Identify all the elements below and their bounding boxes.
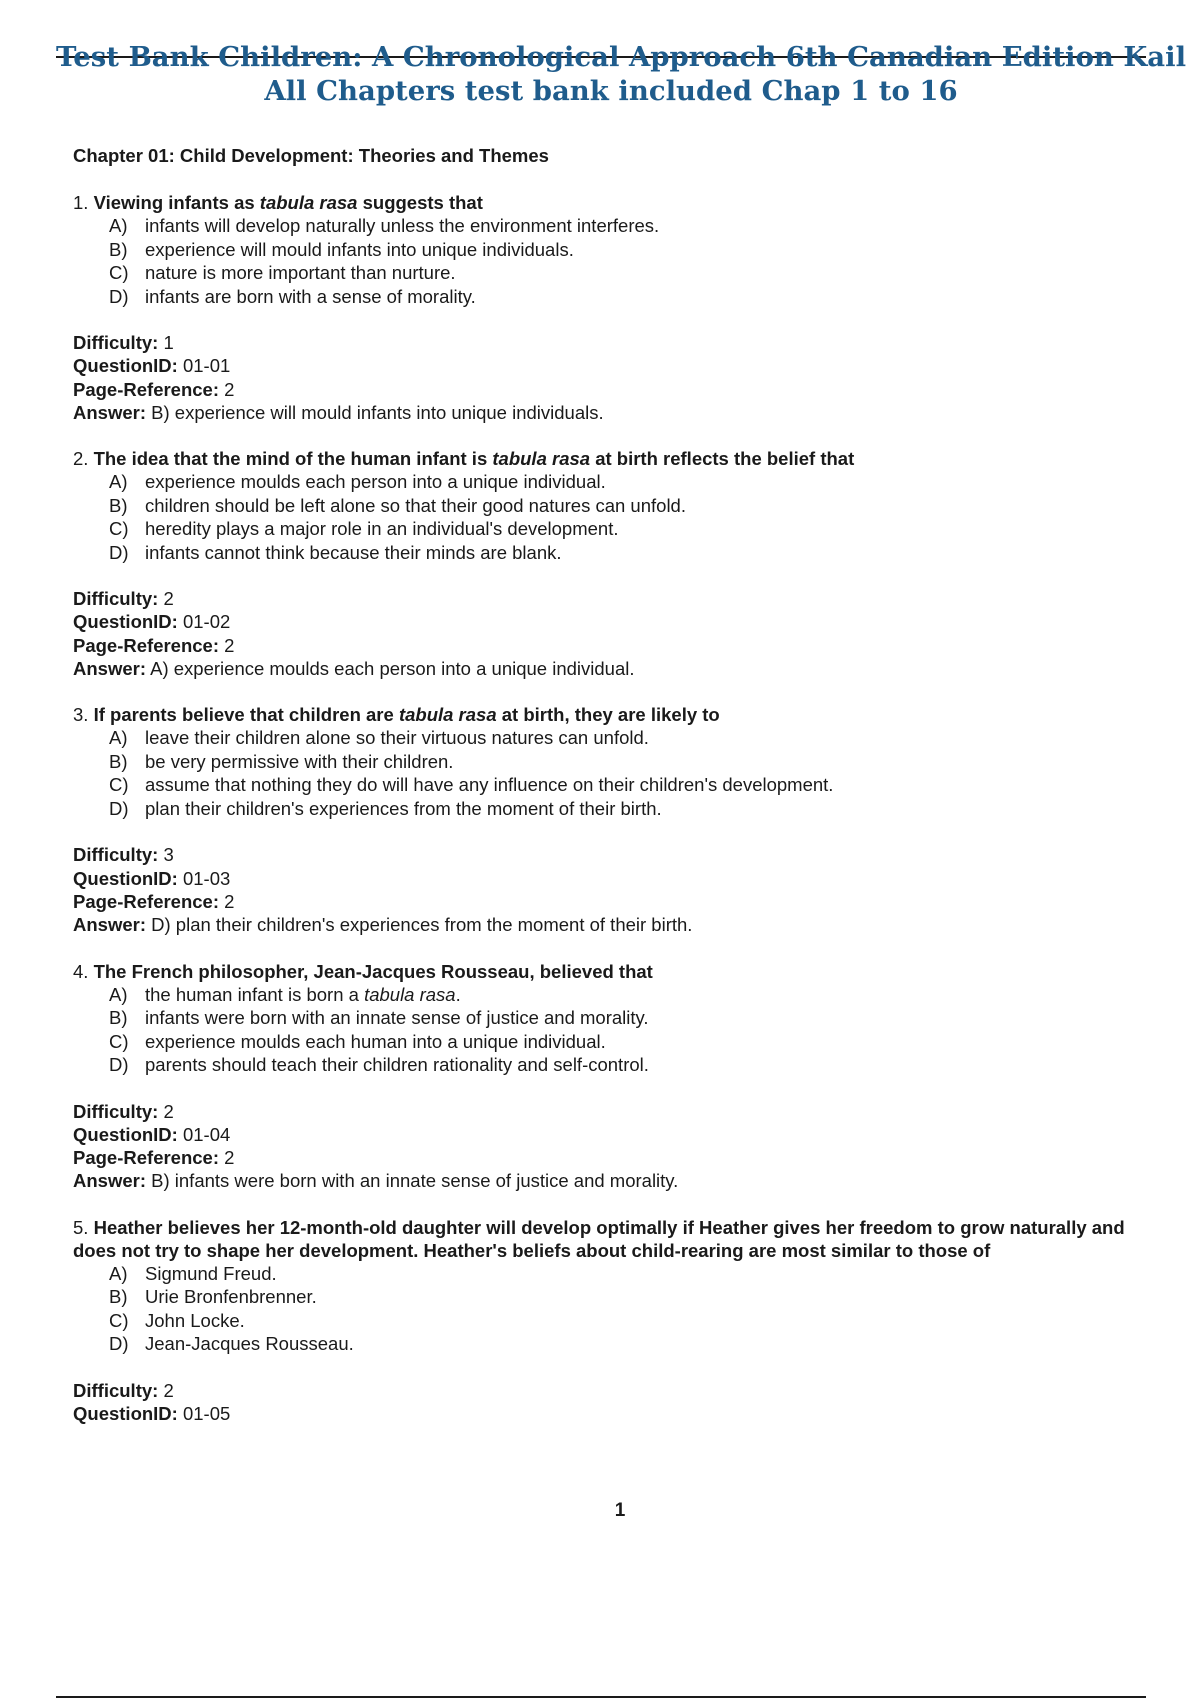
answer-value: A) experience moulds each person into a unique individual. (150, 658, 635, 680)
question-stem-text: Heather believes her 12-month-old daughter will develop optimally if Heather gives her freedom to grow naturally and does not try to shape her development. Heather's beliefs about child-rearing are most similar to those of (73, 1216, 1125, 1261)
answer-row (73, 913, 1153, 936)
page-reference-row (73, 890, 1153, 913)
option-c (109, 773, 1153, 797)
option-d (109, 285, 1153, 309)
answer-label: Answer: (73, 914, 146, 936)
question-number: 5. (73, 1216, 89, 1238)
question-4 (73, 960, 1153, 1193)
option-text: assume that nothing they do will have any influence on their children's development. (145, 774, 834, 796)
question-id-value: 01-01 (182, 355, 231, 377)
question-stem-italic: tabula rasa (492, 448, 591, 470)
page-reference-value: 2 (224, 378, 235, 400)
option-text: infants cannot think because their minds are blank. (145, 541, 562, 563)
option-text: infants will develop naturally unless the environment interferes. (145, 215, 660, 236)
difficulty-value: 1 (163, 332, 174, 353)
option-letter: C) (109, 518, 129, 540)
difficulty-row (73, 587, 1153, 610)
option-text: John Locke. (145, 1309, 245, 1331)
option-letter: D) (109, 541, 129, 563)
question-meta (73, 1100, 1153, 1193)
question-number: 3. (73, 704, 89, 726)
option-letter: A) (109, 471, 128, 493)
option-letter: D) (109, 1054, 129, 1076)
question-number: 4. (73, 960, 89, 982)
footer-rule (56, 1696, 1146, 1698)
title-line-2: All Chapters test bank included Chap 1 to 16 (264, 75, 958, 107)
page-reference-value: 2 (224, 1147, 235, 1169)
answer-options (109, 983, 1153, 1077)
option-letter: A) (109, 983, 128, 1005)
option-text: heredity plays a major role in an individual's development. (145, 518, 619, 540)
difficulty-value: 3 (163, 844, 174, 866)
page-reference-row (73, 1146, 1153, 1169)
question-meta (73, 1379, 1153, 1426)
answer-options (109, 214, 1153, 308)
difficulty-value: 2 (163, 1100, 174, 1122)
option-letter: C) (109, 262, 129, 283)
option-letter: D) (109, 285, 129, 307)
question-stem-text: The French philosopher, Jean-Jacques Rousseau, believed that (93, 960, 653, 982)
question-id-label: QuestionID: (73, 867, 178, 889)
option-c (109, 261, 1153, 285)
option-letter: C) (109, 1309, 129, 1331)
option-text: children should be left alone so that their good natures can unfold. (145, 494, 686, 516)
question-id-value: 01-03 (182, 867, 231, 889)
question-id-row (73, 1123, 1153, 1146)
option-letter: B) (109, 750, 128, 772)
answer-value: B) infants were born with an innate sense of justice and morality. (151, 1170, 679, 1192)
option-a (109, 726, 1153, 750)
question-stem-text: If parents believe that children are (93, 704, 399, 726)
page-reference-label: Page-Reference: (73, 634, 220, 656)
answer-row (73, 657, 1153, 680)
page-reference-value: 2 (224, 634, 235, 656)
option-b (109, 750, 1153, 774)
option-a (109, 1262, 1153, 1286)
option-text: the human infant is born a (145, 983, 365, 1005)
option-d (109, 797, 1153, 821)
question-id-row (73, 354, 1153, 377)
question-id-value: 01-04 (182, 1123, 231, 1145)
option-d (109, 1332, 1153, 1356)
question-stem (73, 960, 1133, 983)
option-b (109, 1285, 1153, 1309)
option-a (109, 214, 1153, 238)
question-stem-text: The idea that the mind of the human infant is (93, 448, 493, 470)
question-stem-italic: tabula rasa (398, 704, 497, 726)
option-letter: D) (109, 1333, 129, 1355)
option-text: leave their children alone so their virtuous natures can unfold. (145, 727, 649, 749)
option-text: . (455, 983, 461, 1005)
answer-label: Answer: (73, 401, 146, 423)
document-title (56, 40, 1187, 108)
question-id-label: QuestionID: (73, 611, 178, 633)
difficulty-value: 2 (163, 1379, 174, 1401)
option-text: Urie Bronfenbrenner. (145, 1286, 317, 1308)
option-text: infants are born with a sense of morality. (145, 285, 476, 307)
question-stem-text: at birth, they are likely to (496, 704, 720, 726)
title-line-1: Test Bank Children: A Chronological Approach 6th Canadian Edition Kail (56, 41, 1187, 73)
difficulty-label: Difficulty: (73, 332, 159, 353)
page-reference-label: Page-Reference: (73, 378, 220, 400)
answer-value: B) experience will mould infants into unique individuals. (151, 401, 604, 423)
option-b (109, 238, 1153, 262)
option-c (109, 517, 1153, 541)
question-id-label: QuestionID: (73, 1123, 178, 1145)
page-reference-row (73, 378, 1153, 401)
question-meta (73, 587, 1153, 680)
question-meta (73, 331, 1153, 424)
question-number: 1. (73, 192, 89, 213)
option-b (109, 1006, 1153, 1030)
option-text: be very permissive with their children. (145, 750, 454, 772)
option-text: infants were born with an innate sense of justice and morality. (145, 1007, 649, 1029)
answer-row (73, 1169, 1153, 1192)
option-d (109, 1053, 1153, 1077)
difficulty-row (73, 331, 1153, 354)
page-content (73, 144, 1153, 1425)
option-letter: C) (109, 1030, 129, 1052)
difficulty-value: 2 (163, 588, 174, 610)
option-letter: B) (109, 494, 128, 516)
question-stem (73, 1216, 1133, 1262)
option-d (109, 541, 1153, 565)
option-letter: A) (109, 1262, 128, 1284)
option-letter: B) (109, 1286, 128, 1308)
option-letter: D) (109, 797, 129, 819)
difficulty-label: Difficulty: (73, 844, 159, 866)
question-stem (73, 447, 1133, 470)
question-stem-text: suggests that (357, 192, 483, 213)
difficulty-row (73, 1379, 1153, 1402)
answer-label: Answer: (73, 1170, 146, 1192)
question-5 (73, 1216, 1153, 1426)
page-reference-label: Page-Reference: (73, 890, 220, 912)
answer-options (109, 1262, 1153, 1356)
option-text: experience will mould infants into unique individuals. (145, 238, 574, 260)
page-reference-row (73, 634, 1153, 657)
question-3 (73, 703, 1153, 936)
question-id-row (73, 610, 1153, 633)
difficulty-row (73, 843, 1153, 866)
question-id-row (73, 867, 1153, 890)
option-letter: B) (109, 1007, 128, 1029)
question-1 (73, 191, 1153, 424)
option-letter: C) (109, 774, 129, 796)
option-c (109, 1030, 1153, 1054)
question-2 (73, 447, 1153, 680)
page-reference-value: 2 (224, 890, 235, 912)
question-id-row (73, 1402, 1153, 1425)
option-a (109, 983, 1153, 1007)
option-letter: A) (109, 727, 128, 749)
question-stem (73, 703, 1133, 726)
answer-row (73, 401, 1153, 424)
difficulty-row (73, 1100, 1153, 1123)
question-id-label: QuestionID: (73, 1403, 178, 1425)
option-b (109, 494, 1153, 518)
page-reference-label: Page-Reference: (73, 1147, 220, 1169)
option-text: plan their children's experiences from the moment of their birth. (145, 797, 662, 819)
question-meta (73, 843, 1153, 936)
option-text: experience moulds each human into a unique individual. (145, 1030, 606, 1052)
question-number: 2. (73, 448, 89, 470)
question-stem-text: Viewing infants as (93, 192, 260, 213)
page-number: 1 (614, 1500, 626, 1521)
difficulty-label: Difficulty: (73, 1100, 159, 1122)
option-text: parents should teach their children rationality and self-control. (145, 1054, 649, 1076)
option-a (109, 470, 1153, 494)
chapter-heading: Chapter 01: Child Development: Theories and Themes (73, 145, 549, 166)
answer-value: D) plan their children's experiences from the moment of their birth. (151, 914, 693, 936)
question-stem-italic: tabula rasa (259, 192, 358, 213)
question-id-label: QuestionID: (73, 355, 178, 377)
question-stem-text: at birth reflects the belief that (590, 448, 855, 470)
answer-label: Answer: (73, 658, 146, 680)
option-text: Sigmund Freud. (145, 1262, 277, 1284)
option-letter: B) (109, 238, 128, 260)
question-id-value: 01-05 (182, 1403, 231, 1425)
answer-options (109, 726, 1153, 820)
option-text: experience moulds each person into a unique individual. (145, 471, 606, 493)
question-stem (73, 191, 1133, 214)
question-id-value: 01-02 (182, 611, 231, 633)
option-letter: A) (109, 215, 128, 236)
difficulty-label: Difficulty: (73, 1379, 159, 1401)
option-text: Jean-Jacques Rousseau. (145, 1333, 354, 1355)
difficulty-label: Difficulty: (73, 588, 159, 610)
option-c (109, 1309, 1153, 1333)
option-text: nature is more important than nurture. (145, 262, 456, 283)
answer-options (109, 470, 1153, 564)
option-text-italic: tabula rasa (364, 983, 456, 1005)
